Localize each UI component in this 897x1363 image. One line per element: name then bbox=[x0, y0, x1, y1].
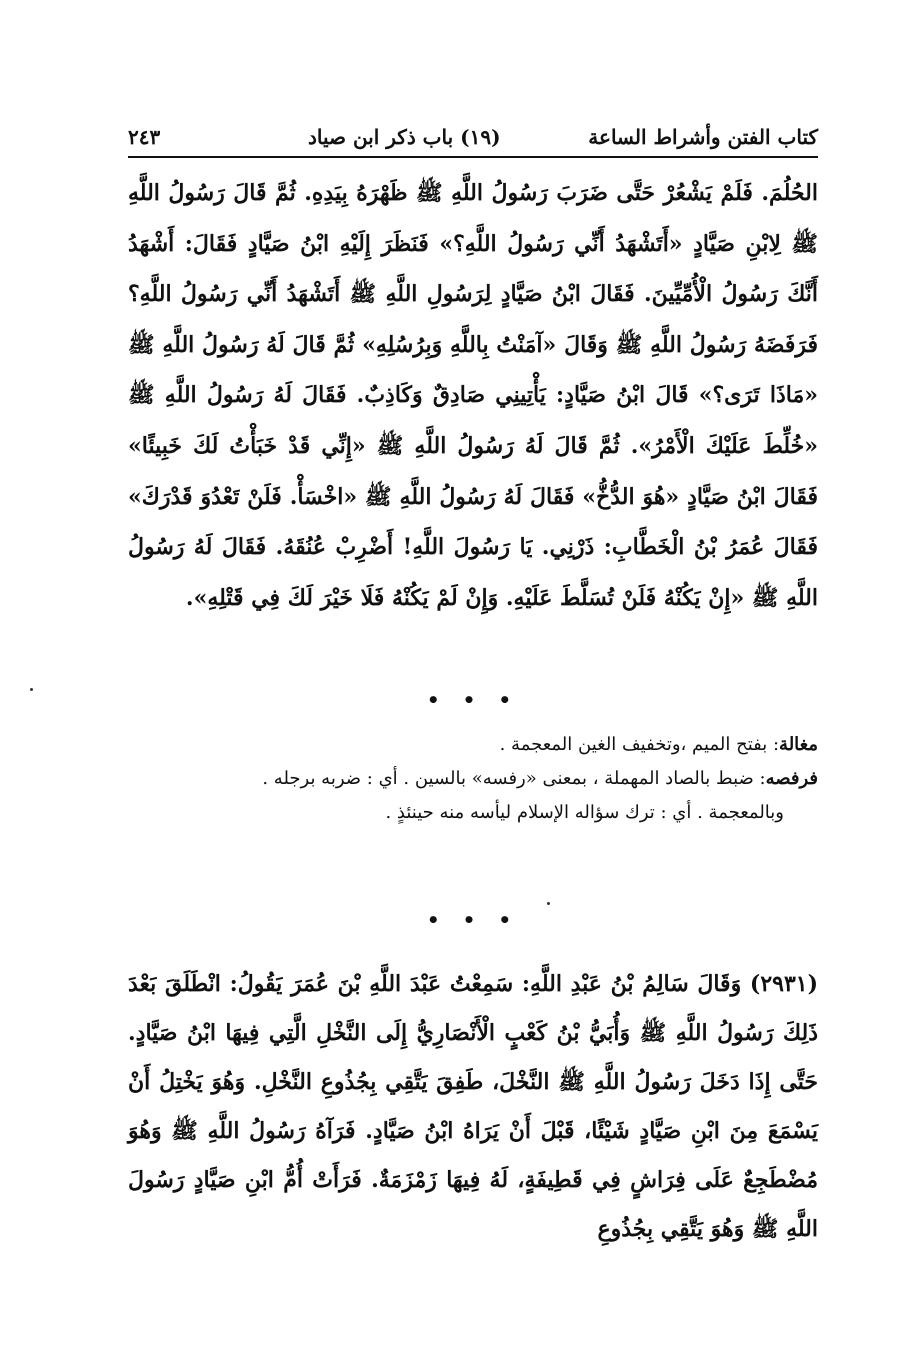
page-header bbox=[128, 120, 818, 154]
footnote bbox=[128, 762, 818, 796]
footnote-term: مغالة bbox=[779, 734, 818, 755]
section-separator: • • • bbox=[426, 688, 520, 712]
scan-speck bbox=[30, 688, 33, 691]
footnote-term: فرفصه bbox=[765, 768, 818, 789]
footnote-text: وبالمعجمة . أي : ترك سؤاله الإسلام ليأسه منه حينئذٍ . bbox=[385, 802, 784, 823]
footnote-text: : ضبط بالصاد المهملة ، بمعنى «رفسه» بالسين . أي : ضربه برجله . bbox=[262, 768, 766, 789]
section-separator: • • • bbox=[426, 908, 520, 932]
hadith-paragraph: (٢٩٣١) وَقَالَ سَالِمُ بْنُ عَبْدِ اللَّهِ: سَمِعْتُ عَبْدَ اللَّهِ بْنَ عُمَرَ يَقُولُ: انْطَلَقَ بَعْدَ ذَلِكَ رَسُولُ اللَّهِ ﷺ وَأُبَيُّ بْنُ كَعْبٍ الْأَنْصَارِيُّ إِلَى النَّخْلِ الَّتِي فِيهَا ابْنُ صَيَّادٍ. حَتَّى إِذَا دَخَلَ رَسُولُ اللَّهِ ﷺ النَّخْلَ، طَفِقَ يَتَّقِي بِجُذُوعِ النَّخْلِ. وَهُوَ يَخْتِلُ أَنْ يَسْمَعَ مِنَ ابْنِ صَيَّادٍ شَيْئًا، قَبْلَ أَنْ يَرَاهُ ابْنُ صَيَّادٍ. فَرَآهُ رَسُولُ اللَّهِ ﷺ وَهُوَ مُضْطَجِعٌ عَلَى فِرَاشٍ فِي قَطِيفَةٍ، لَهُ فِيهَا زَمْزَمَةٌ. فَرَأَتْ أُمُّ ابْنِ صَيَّادٍ رَسُولَ اللَّهِ ﷺ وَهُوَ يَتَّقِي بِجُذُوعِ bbox=[128, 971, 818, 1242]
footnote bbox=[128, 796, 818, 830]
main-text-block bbox=[128, 168, 818, 623]
header-divider bbox=[128, 156, 818, 158]
page-number: ٢٤٣ bbox=[128, 125, 161, 149]
main-paragraph: الحُلُمَ. فَلَمْ يَشْعُرْ حَتَّى ضَرَبَ رَسُولُ اللَّهِ ﷺ ظَهْرَهُ بِيَدِهِ. ثُمَّ قَالَ رَسُولُ اللَّهِ ﷺ لِابْنِ صَيَّادٍ «أَتَشْهَدُ أَنِّي رَسُولُ اللَّهِ؟» فَنَظَرَ إِلَيْهِ ابْنُ صَيَّادٍ فَقَالَ: أَشْهَدُ أَنَّكَ رَسُولُ الْأُمِّيِّينَ. فَقَالَ ابْنُ صَيَّادٍ لِرَسُولِ اللَّهِ ﷺ أَتَشْهَدُ أَنِّي رَسُولُ اللَّهِ؟ فَرَفَضَهُ رَسُولُ اللَّهِ ﷺ وَقَالَ «آمَنْتُ بِاللَّهِ وَبِرُسُلِهِ» ثُمَّ قَالَ لَهُ رَسُولُ اللَّهِ ﷺ «مَاذَا تَرَى؟» قَالَ ابْنُ صَيَّادٍ: يَأْتِينِي صَادِقٌ وَكَاذِبٌ. فَقَالَ لَهُ رَسُولُ اللَّهِ ﷺ «خُلِّطَ عَلَيْكَ الْأَمْرُ». ثُمَّ قَالَ لَهُ رَسُولُ اللَّهِ ﷺ «إِنِّي قَدْ خَبَأْتُ لَكَ خَبِيئًا» فَقَالَ ابْنُ صَيَّادٍ «هُوَ الدُّخُّ» فَقَالَ لَهُ رَسُولُ اللَّهِ ﷺ «اخْسَأْ. فَلَنْ تَعْدُوَ قَدْرَكَ» فَقَالَ عُمَرُ بْنُ الْخَطَّابِ: ذَرْنِي. يَا رَسُولَ اللَّهِ! أَضْرِبْ عُنُقَهُ. فَقَالَ لَهُ رَسُولُ اللَّهِ ﷺ «إِنْ يَكُنْهُ فَلَنْ تُسَلَّطَ عَلَيْهِ. وَإِنْ لَمْ يَكُنْهُ فَلَا خَيْرَ لَكَ فِي قَتْلِهِ». bbox=[128, 180, 818, 611]
scan-speck bbox=[547, 902, 550, 905]
footnotes-block bbox=[128, 728, 818, 830]
chapter-title: (١٩) باب ذكر ابن صياد bbox=[307, 125, 501, 149]
hadith-block bbox=[128, 960, 818, 1254]
footnote-text: : بفتح الميم ،وتخفيف الغين المعجمة . bbox=[499, 734, 780, 755]
footnote bbox=[128, 728, 818, 762]
book-title: كتاب الفتن وأشراط الساعة bbox=[588, 125, 818, 149]
